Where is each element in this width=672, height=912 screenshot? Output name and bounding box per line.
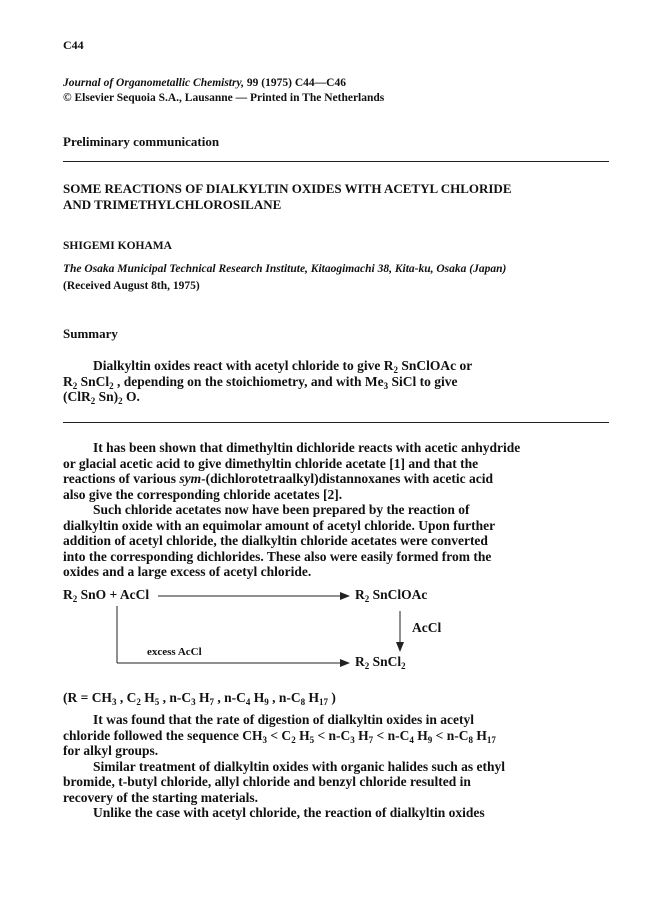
section-label: Preliminary communication	[63, 134, 220, 149]
body-line: Unlike the case with acetyl chloride, the reaction of dialkyltin oxides	[93, 805, 485, 820]
body-paragraph-2	[63, 712, 611, 821]
body-line: Such chloride acetates now have been prepared by the reaction of	[93, 502, 470, 517]
summary-heading: Summary	[63, 326, 118, 341]
received-date: (Received August 8th, 1975)	[63, 280, 200, 292]
title-line-2: AND TRIMETHYLCHLOROSILANE	[63, 197, 282, 212]
body-line: It was found that the rate of digestion of dialkyltin oxides in acetyl	[93, 712, 475, 727]
body-line: for alkyl groups.	[63, 743, 159, 758]
body-line: or glacial acetic acid to give dimethyltin chloride acetate [1] and that the	[63, 455, 479, 471]
summary-line: Dialkyltin oxides react with acetyl chloride to give $R_2$ SnClOAc or	[93, 358, 473, 375]
author-name: SHIGEMI KOHAMA	[63, 240, 172, 252]
body-line: Similar treatment of dialkyltin oxides with organic halides such as ethyl	[93, 758, 506, 774]
author-affiliation: The Osaka Municipal Technical Research Institute, Kitaogimachi 38, Kita-ku, Osaka (Japan)	[63, 263, 507, 275]
body-line: oxides and a large excess of acetyl chloride.	[63, 564, 312, 579]
scheme-product-chloride-acetate: $R_2$ SnClOAc	[355, 587, 428, 604]
body-line: also give the corresponding chloride acetates [2].	[63, 486, 343, 502]
body-line: dialkyltin oxide with an equimolar amount of acetyl chloride. Upon further	[63, 517, 496, 533]
publisher-line: © Elsevier Sequoia S.A., Lausanne — Printed in The Netherlands	[63, 92, 385, 104]
title-line-1: SOME REACTIONS OF DIALKYLTIN OXIDES WITH ACETYL CHLORIDE	[63, 181, 512, 196]
arrow-head-bottom	[340, 659, 350, 667]
body-line: recovery of the starting materials.	[63, 789, 259, 805]
body-line: reactions of various sym-(dichlorotetraalkyl)distannoxanes with acetic acid	[63, 471, 493, 486]
scheme-reagent-excess: excess AcCl	[147, 646, 202, 658]
scheme-product-dichloride: $R_2$ SnCl$_2$	[355, 654, 406, 671]
journal-reference: 99 (1975) C44—C46	[246, 77, 346, 89]
body-line: It has been shown that dimethyltin dichloride reacts with acetic anhydride	[93, 440, 521, 455]
body-line: addition of acetyl chloride, the dialkyltin chloride acetates were converted	[63, 533, 488, 548]
summary-line: $R_2$ SnCl$_2$ , depending on the stoichiometry, and with $Me_3$ SiCl to give	[63, 373, 458, 391]
scheme-reagent-down: AcCl	[412, 620, 442, 635]
body-line: bromide, t-butyl chloride, allyl chloride and benzyl chloride resulted in	[63, 774, 471, 789]
arrow-head-top	[340, 592, 350, 600]
arrow-head-down	[396, 642, 404, 652]
scheme-reactants: $R_2$ SnO + AcCl	[63, 587, 150, 604]
page-number: C44	[63, 38, 84, 52]
journal-name: Journal of Organometallic Chemistry,	[63, 77, 245, 89]
body-line: chloride followed the sequence $CH_3 < C_2$ $H_5 < n-C_3$ $H_7 < n-C_4$ $H_9 < n-C_8$ $H_{17}$	[63, 727, 496, 745]
alkyl-definition: ($R = CH_3$ , $C_2$ $H_5$ , $n-C_3$ $H_7$ , $n-C_4$ $H_9$ , $n-C_8$ $H_{17}$ )	[63, 690, 336, 707]
body-line: into the corresponding dichlorides. These also were easily formed from the	[63, 548, 492, 564]
summary-line: (ClR$_2$ $Sn)_2$ O.	[63, 389, 140, 406]
